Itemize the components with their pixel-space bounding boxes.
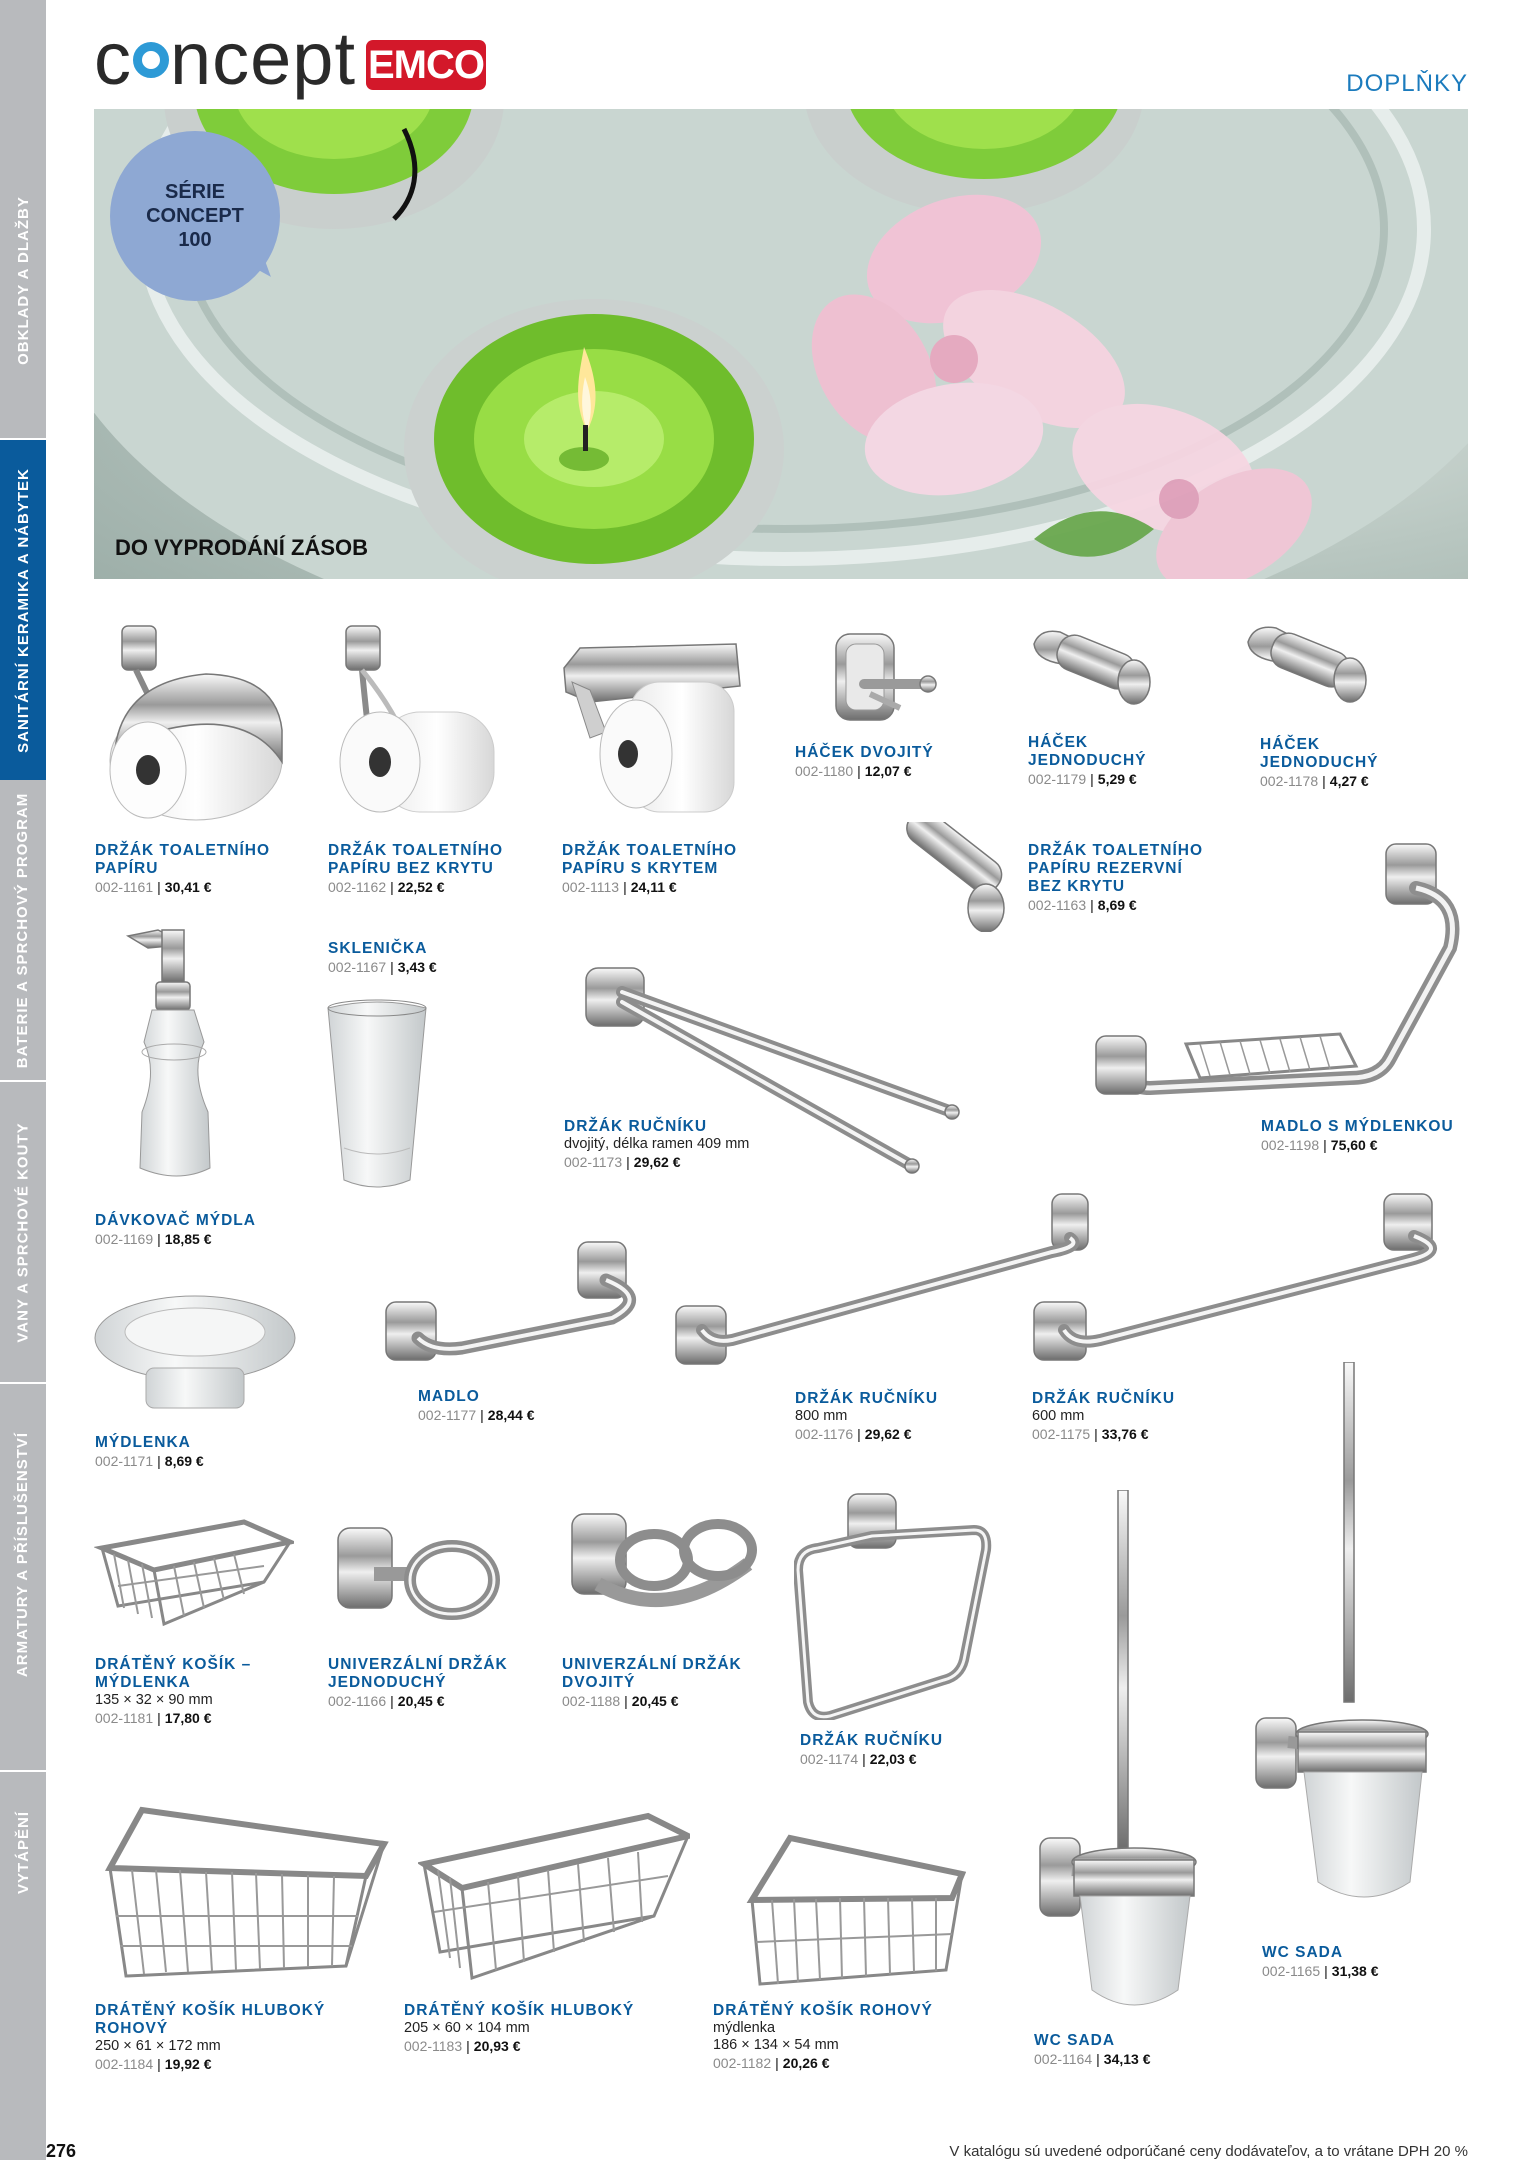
badge-line: CONCEPT [146,205,244,227]
product-item[interactable] [328,940,528,976]
product-name: DRŽÁK RUČNÍKU [564,1118,708,1135]
sidebar-tab-label: VANY A SPRCHOVÉ KOUTY [14,1121,32,1343]
product-code-price: 002-1181 | 17,80 € [95,1710,212,1726]
product-item[interactable] [328,842,528,896]
product-code-price: 002-1164 | 34,13 € [1034,2051,1151,2067]
price-note: V katalógu sú uvedené odporúčané ceny dodávateľov, a to vrátane DPH 20 % [949,2143,1468,2160]
product-description: 250 × 61 × 172 mm [95,2038,221,2054]
product-name: DRŽÁK TOALETNÍHO PAPÍRU BEZ KRYTU [328,842,504,877]
product-name: HÁČEK JEDNODUCHÝ [1028,734,1147,769]
product-item[interactable] [418,1388,618,1424]
product-code-price: 002-1161 | 30,41 € [95,879,212,895]
product-name: DRŽÁK RUČNÍKU [1032,1390,1176,1407]
sidebar-tab-label: SANITÁRNÍ KERAMIKA A NÁBYTEK [14,467,32,753]
spare-roll-holder-image [880,822,1010,932]
product-code-price: 002-1188 | 20,45 € [562,1693,679,1709]
product-name: HÁČEK JEDNODUCHÝ [1260,736,1379,771]
product-item[interactable] [1260,736,1410,790]
glass-tumbler-image [322,998,432,1194]
product-name: DÁVKOVAČ MÝDLA [95,1212,256,1229]
product-description: dvojitý, délka ramen 409 mm [564,1136,750,1152]
product-description: 600 mm [1032,1408,1085,1424]
product-item[interactable] [562,1656,762,1710]
product-code-price: 002-1163 | 8,69 € [1028,897,1137,913]
product-code-price: 002-1173 | 29,62 € [564,1154,681,1170]
product-name: DRŽÁK TOALETNÍHO PAPÍRU REZERVNÍ BEZ KRYTU [1028,842,1204,895]
sidebar-tab-vytapeni[interactable] [0,1772,46,1932]
product-code-price: 002-1179 | 5,29 € [1028,771,1137,787]
product-item[interactable] [713,2002,953,2072]
product-name: UNIVERZÁLNÍ DRŽÁK JEDNODUCHÝ [328,1656,508,1691]
product-item[interactable] [1261,1118,1481,1154]
product-item[interactable] [1034,2032,1234,2068]
product-name: DRŽÁK RUČNÍKU [800,1732,944,1749]
product-description: 800 mm [795,1408,848,1424]
product-code-price: 002-1182 | 20,26 € [713,2055,830,2071]
soap-dish-image [90,1288,300,1418]
product-name: WC SADA [1262,1944,1344,1961]
product-name: UNIVERZÁLNÍ DRŽÁK DVOJITÝ [562,1656,742,1691]
sidebar-tab-label: BATERIE A SPRCHOVÝ PROGRAM [14,792,32,1068]
toilet-paper-holder-image [96,612,286,822]
sale-label: DO VYPRODÁNÍ ZÁSOB [115,535,369,560]
sidebar-tab-vany[interactable] [0,1082,46,1382]
product-code-price: 002-1171 | 8,69 € [95,1453,204,1469]
product-code-price: 002-1175 | 33,76 € [1032,1426,1149,1442]
double-hook-image [830,628,940,738]
product-item[interactable] [564,1118,814,1171]
wc-brush-set-image [1036,1490,1208,2030]
product-code-price: 002-1176 | 29,62 € [795,1426,912,1442]
concept-logo: c ncept [94,17,357,100]
product-item[interactable] [404,2002,644,2055]
single-hook-image [1240,618,1370,713]
sidebar-tab-label: ARMATURY A PŘÍSLUŠENSTVÍ [14,1431,32,1677]
product-name: DRÁTĚNÝ KOŠÍK – MÝDLENKA [95,1656,252,1691]
product-name: DRÁTĚNÝ KOŠÍK ROHOVÝ [713,2002,933,2019]
product-name: MADLO S MÝDLENKOU [1261,1118,1454,1135]
product-item[interactable] [95,1656,295,1727]
product-name: DRÁTĚNÝ KOŠÍK HLUBOKÝ ROHOVÝ [95,2002,326,2037]
product-item[interactable] [95,842,295,896]
product-name: DRÁTĚNÝ KOŠÍK HLUBOKÝ [404,2002,635,2019]
product-item[interactable] [1032,1390,1232,1443]
single-hook-image [1026,624,1156,714]
product-item[interactable] [1028,734,1178,788]
badge-line: SÉRIE [164,181,226,203]
product-code-price: 002-1165 | 31,38 € [1262,1963,1379,1979]
product-item[interactable] [795,1390,995,1443]
product-item[interactable] [328,1656,528,1710]
towel-ring-image [794,1490,994,1720]
product-description: mýdlenka 186 × 134 × 54 mm [713,2020,839,2053]
product-name: DRŽÁK RUČNÍKU [795,1390,939,1407]
sidebar-tab-armatury[interactable] [0,1384,46,1724]
product-item[interactable] [1028,842,1228,914]
hero-banner-image [94,109,1468,579]
product-name: WC SADA [1034,2032,1116,2049]
section-title: DOPLŇKY [1346,70,1468,97]
category-sidebar [0,0,46,2160]
badge-line: 100 [178,229,212,251]
universal-holder-single-image [334,1514,500,1634]
towel-bar-800-image [672,1190,1092,1370]
soap-dispenser-image [118,922,238,1184]
product-code-price: 002-1180 | 12,07 € [795,763,912,779]
candles-photo [94,109,1468,579]
towel-bar-600-image [1030,1190,1470,1370]
deep-wire-basket-image [418,1812,690,1984]
product-code-price: 002-1183 | 20,93 € [404,2038,521,2054]
emco-logo: EMCO [366,40,486,90]
universal-holder-double-image [568,1504,758,1634]
product-code-price: 002-1184 | 19,92 € [95,2056,212,2072]
corner-wire-basket-image [96,1806,396,1986]
product-name: MÝDLENKA [95,1434,191,1451]
product-item[interactable] [95,2002,335,2073]
wire-basket-image [94,1508,294,1638]
product-name: DRŽÁK TOALETNÍHO PAPÍRU S KRYTEM [562,842,738,877]
wc-brush-set-image [1252,1362,1432,1922]
product-code-price: 002-1166 | 20,45 € [328,1693,445,1709]
product-description: 205 × 60 × 104 mm [404,2020,530,2036]
product-item[interactable] [95,1212,295,1248]
sidebar-tab-label: OBKLADY A DLAŽBY [14,195,32,365]
sidebar-tab-sanitarni[interactable] [0,440,46,780]
toilet-paper-holder-image [328,612,508,822]
sidebar-tab-label: VYTÁPĚNÍ [14,1810,32,1894]
product-name: DRŽÁK TOALETNÍHO PAPÍRU [95,842,271,877]
product-name: HÁČEK DVOJITÝ [795,744,934,761]
sidebar-tab-baterie[interactable] [0,780,46,1080]
product-item[interactable] [800,1732,1000,1768]
product-code-price: 002-1174 | 22,03 € [800,1751,917,1767]
product-code-price: 002-1167 | 3,43 € [328,959,437,975]
product-item[interactable] [795,744,995,780]
product-code-price: 002-1177 | 28,44 € [418,1407,535,1423]
product-name: MADLO [418,1388,480,1405]
product-code-price: 002-1169 | 18,85 € [95,1231,212,1247]
page-number: 276 [46,2141,77,2161]
sidebar-tab-obklady[interactable] [0,160,46,400]
product-code-price: 002-1198 | 75,60 € [1261,1137,1378,1153]
product-description: 135 × 32 × 90 mm [95,1692,213,1708]
grab-bar-image [382,1238,652,1368]
product-item[interactable] [95,1434,295,1470]
product-code-price: 002-1178 | 4,27 € [1260,773,1369,789]
series-badge [110,131,280,301]
product-item[interactable] [1262,1944,1462,1980]
product-name: SKLENIČKA [328,940,428,957]
toilet-paper-holder-image [560,642,750,822]
product-code-price: 002-1162 | 22,52 € [328,879,445,895]
corner-wire-basket-image [746,1834,966,1994]
product-code-price: 002-1113 | 24,11 € [562,879,677,895]
product-item[interactable] [562,842,762,896]
water-drop-icon [133,42,169,78]
